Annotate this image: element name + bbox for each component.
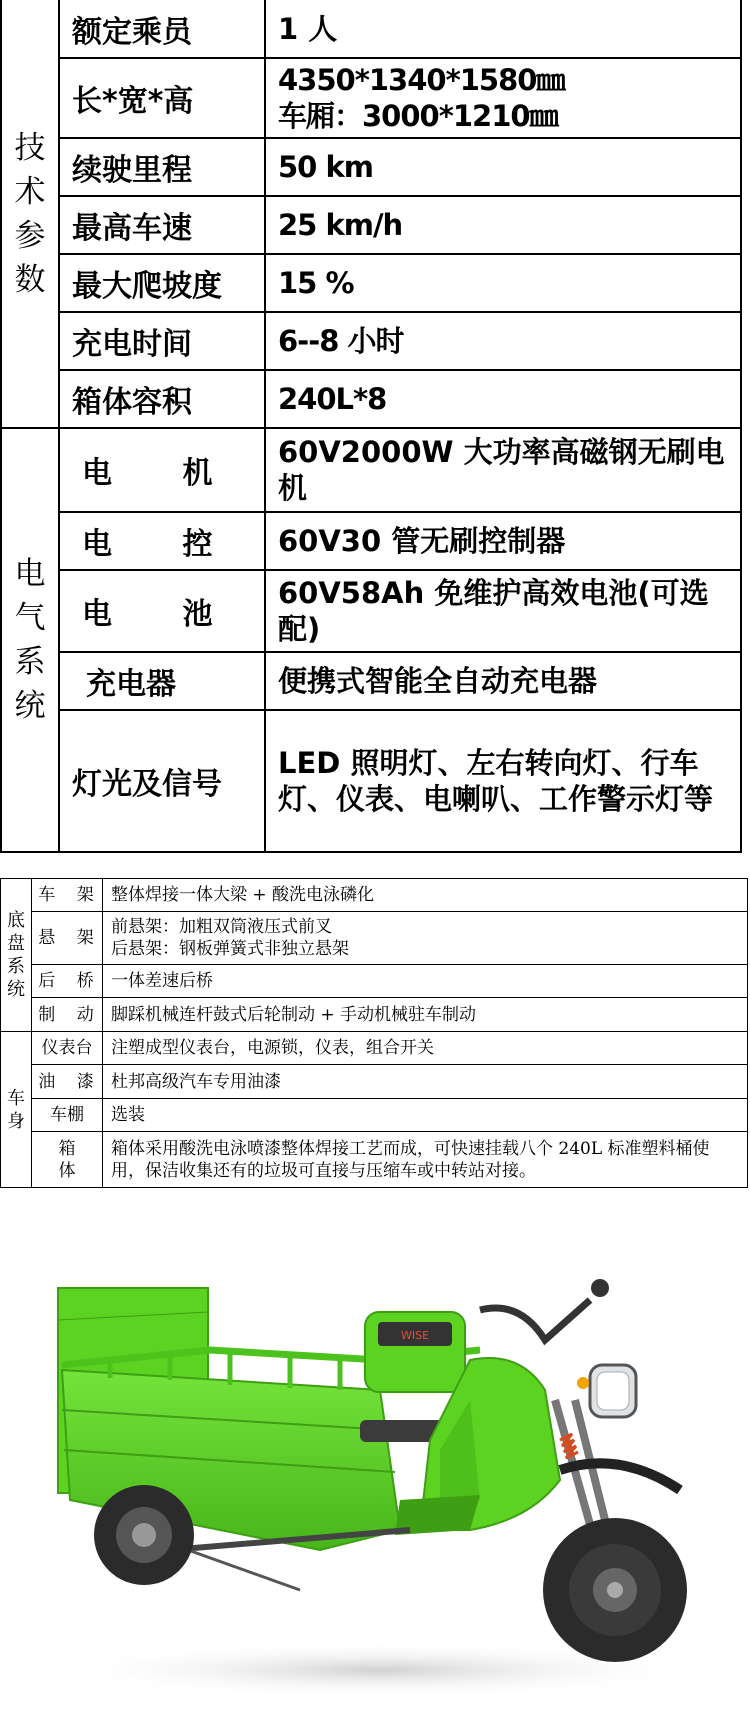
spec-value: 整体焊接一体大梁 + 酸洗电泳磷化 (103, 879, 748, 912)
spec-value: 选装 (103, 1099, 748, 1132)
spec-value: LED 照明灯、左右转向灯、行车灯、仪表、电喇叭、工作警示灯等 (265, 710, 741, 852)
seat-badge: WISE (400, 1329, 430, 1342)
spec-label: 仪表台 (32, 1032, 103, 1065)
spec-label: 制 动 (32, 998, 103, 1032)
spec-label: 额定乘员 (59, 0, 265, 58)
spec-value: 便携式智能全自动充电器 (265, 652, 741, 710)
turn-signal (577, 1377, 589, 1389)
category-char: 身 (7, 1110, 25, 1132)
spec-value: 15 % (265, 254, 741, 312)
spec-label: 最大爬坡度 (59, 254, 265, 312)
shock-spring (560, 1434, 578, 1458)
spec-value: 50 km (265, 138, 741, 196)
label-char: 体 (58, 1160, 76, 1181)
category-char: 统 (7, 979, 25, 1000)
spec-value: 箱体采用酸洗电泳喷漆整体焊接工艺而成，可快速挂载八个 240L 标准塑料桶使用，保洁收集还有的垃圾可直接与压缩车或中转站对接。 (103, 1132, 748, 1188)
suspension-line: 后悬架：钢板弹簧式非独立悬架 (111, 939, 349, 959)
spec-value (103, 912, 748, 965)
category-char: 底 (7, 910, 25, 931)
category-char: 气 (14, 600, 46, 636)
chassis-category-cell (1, 879, 32, 1032)
spec-label: 油 漆 (32, 1065, 103, 1099)
category-char: 技 (14, 129, 46, 166)
spec-value: 杜邦高级汽车专用油漆 (103, 1065, 748, 1099)
spec-label: 电 池 (59, 570, 265, 652)
spec-label: 充电器 (59, 652, 265, 710)
spec-value: 注塑成型仪表台，电源锁，仪表，组合开关 (103, 1032, 748, 1065)
spec-value: 脚踩机械连杆鼓式后轮制动 + 手动机械驻车制动 (103, 998, 748, 1032)
handlebar (480, 1300, 590, 1340)
spec-label: 长*宽*高 (59, 58, 265, 138)
spec-label: 灯光及信号 (59, 710, 265, 852)
category-char: 电 (14, 556, 46, 592)
spec-label: 电 控 (59, 512, 265, 570)
category-char: 参 (14, 217, 46, 254)
mirror (591, 1279, 609, 1297)
category-char: 盘 (7, 933, 25, 954)
body-category-cell (1, 1032, 32, 1188)
spec-label: 电 机 (59, 428, 265, 512)
spec-label: 充电时间 (59, 312, 265, 370)
dimension-line: 车厢：3000*1210㎜ (278, 99, 558, 133)
spec-label (32, 1132, 103, 1188)
technical-electrical-spec-table (0, 0, 742, 853)
spec-label: 车棚 (32, 1099, 103, 1132)
spec-value: 60V30 管无刷控制器 (265, 512, 741, 570)
chassis-body-spec-table (0, 878, 748, 1188)
spec-value: 60V2000W 大功率高磁钢无刷电机 (265, 428, 741, 512)
spec-value: 1 人 (265, 0, 741, 58)
category-char: 系 (14, 644, 46, 680)
category-char: 车 (7, 1087, 25, 1109)
category-char: 系 (7, 956, 25, 977)
spec-value: 6--8 小时 (265, 312, 741, 370)
spec-value: 一体差速后桥 (103, 965, 748, 998)
spec-label: 最高车速 (59, 196, 265, 254)
spec-label: 车 架 (32, 879, 103, 912)
spec-label: 悬 架 (32, 912, 103, 965)
suspension-line: 前悬架：加粗双筒液压式前叉 (111, 917, 332, 937)
category-char: 术 (14, 173, 46, 210)
category-char: 数 (14, 261, 46, 298)
spec-label: 续驶里程 (59, 138, 265, 196)
spec-value: 60V58Ah 免维护高效电池(可选配) (265, 570, 741, 652)
electrical-category-cell (1, 428, 59, 852)
spec-value: 25 km/h (265, 196, 741, 254)
technical-category-cell (1, 0, 59, 428)
category-char: 统 (14, 688, 46, 724)
spec-label: 箱体容积 (59, 370, 265, 428)
spec-label: 后 桥 (32, 965, 103, 998)
spec-value: 240L*8 (265, 370, 741, 428)
dimension-line: 4350*1340*1580㎜ (278, 63, 565, 97)
label-char: 箱 (58, 1138, 76, 1159)
spec-value (265, 58, 741, 138)
product-photo-electric-tricycle (0, 1200, 750, 1713)
